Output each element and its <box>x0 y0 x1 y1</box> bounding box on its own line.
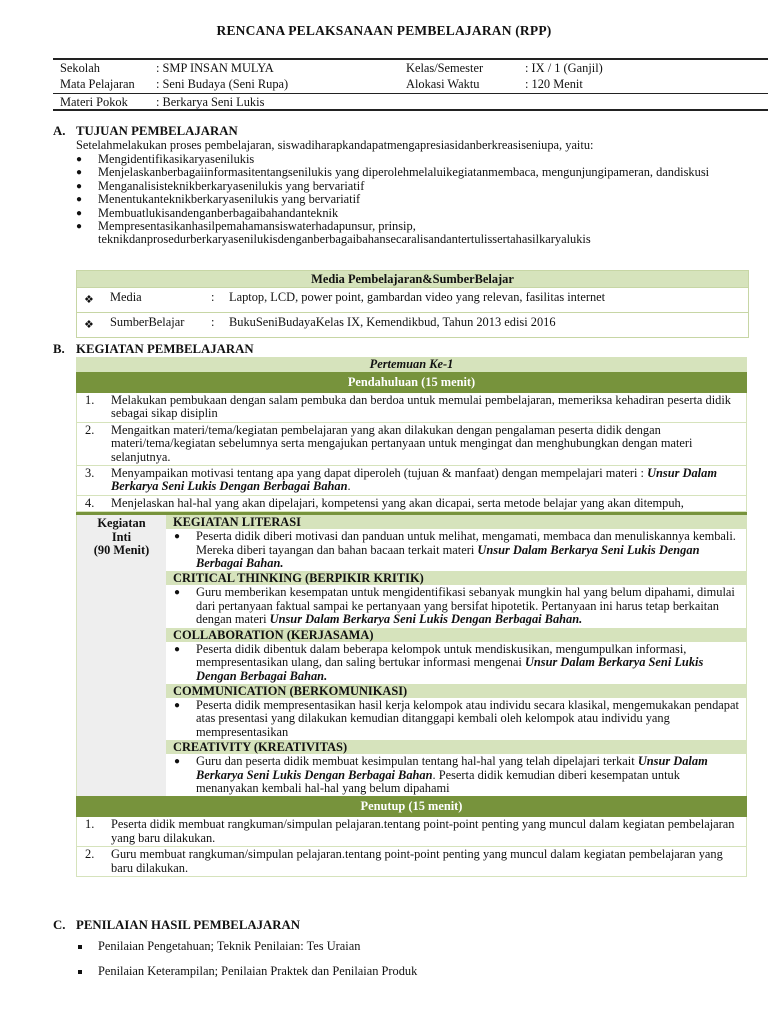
inti-item <box>166 529 746 571</box>
kelas-value: : IX / 1 (Ganjil) <box>525 61 603 75</box>
section-a-title: TUJUAN PEMBELAJARAN <box>76 124 238 138</box>
assessment-list <box>76 965 736 978</box>
document-title: RENCANA PELAKSANAAN PEMBELAJARAN (RPP) <box>216 23 552 38</box>
inti-subheading: KEGIATAN LITERASI <box>166 515 746 529</box>
inti-item <box>166 754 746 796</box>
inti-item <box>166 585 746 627</box>
sekolah-label: Sekolah <box>60 61 100 75</box>
row-text: Menjelaskan hal-hal yang akan dipelajari, kompetensi yang akan dicapai, serta metode belajar yang akan ditempuh, <box>111 495 684 510</box>
inti-item-text: Guru dan peserta didik membuat kesimpulan tentang hal-hal yang telah dipelajari terkait <box>196 754 635 769</box>
media-row <box>77 287 748 312</box>
section-b-number: B. <box>53 342 65 356</box>
materi-value: : Berkarya Seni Lukis <box>156 95 265 109</box>
penutup-row <box>76 847 747 877</box>
inti-item-text: Guru memberikan kesempatan untuk mengidentifikasi sebanyak mungkin hal yang belum dipahami, dimulai dari pertanyaan faktual sampai ke pertanyaan yang bersifat hipotetik. Pertanyaan ini harus tetap berkaitan dengan materi <box>196 585 735 627</box>
inti-item-text: Peserta didik diberi motivasi dan panduan untuk melihat, mengamati, membaca dan menuliskannya kembali. Mereka diberi tayangan dan bahan bacaan terkait materi <box>196 529 736 557</box>
row-emphasis: Unsur Dalam Berkarya Seni Lukis Dengan Berbagai Bahan <box>111 466 717 494</box>
row-number: 1. <box>85 817 95 832</box>
pertemuan-band: Pertemuan Ke-1 <box>76 357 747 372</box>
diamond-bullet-icon: ❖ <box>84 319 94 331</box>
penutup-band: Penutup (15 menit) <box>76 796 747 817</box>
assessment-item: Penilaian Keterampilan; Penilaian Praktek dan Penilaian Produk <box>76 965 736 978</box>
objective-list <box>76 153 756 247</box>
media-row-value: BukuSeniBudayaKelas IX, Kemendikbud, Tahun 2013 edisi 2016 <box>229 315 556 329</box>
assessment-item: Penilaian Pengetahuan; Teknik Penilaian: Tes Uraian <box>76 940 736 953</box>
identity-row-3 <box>53 93 768 111</box>
objective-item: ● Menentukanteknikberkaryasenilukis yang bervariatif <box>76 193 756 206</box>
mapel-label: Mata Pelajaran <box>60 77 135 91</box>
inti-item-emphasis: Unsur Dalam Berkarya Seni Lukis Dengan Berbagai Bahan. <box>269 612 583 627</box>
section-a-intro: Setelahmelakukan proses pembelajaran, siswadiharapkandapatmengapresiasidanberkreasiseniupa, yaitu: <box>76 138 594 152</box>
inti-label-line: Kegiatan <box>97 516 146 531</box>
row-text: Melakukan pembukaan dengan salam pembuka dan berdoa untuk memulai pembelajaran, memeriksa kehadiran peserta didik sebagai sikap disiplin <box>111 393 731 421</box>
pendahuluan-band: Pendahuluan (15 menit) <box>76 372 747 393</box>
section-a-heading <box>53 125 238 138</box>
alokasi-label: Alokasi Waktu <box>406 77 480 91</box>
section-b-heading <box>53 343 254 356</box>
row-text: Peserta didik membuat rangkuman/simpulan pelajaran.tentang point-point penting yang muncul dalam kegiatan pembelajaran yang baru dilakukan. <box>111 817 735 845</box>
row-number: 3. <box>85 466 95 481</box>
sekolah-value: : SMP INSAN MULYA <box>156 61 274 75</box>
inti-subheading: CREATIVITY (KREATIVITAS) <box>166 740 746 754</box>
pendahuluan-row <box>76 496 747 512</box>
assessment-list <box>76 940 736 953</box>
section-c-number: C. <box>53 918 66 932</box>
pendahuluan-row <box>76 466 747 496</box>
section-c-heading <box>53 919 300 932</box>
inti-item-text: Peserta didik dibentuk dalam beberapa kelompok untuk mendiskusikan, mengumpulkan informasi, mempresentasikan ulang, dan saling bertukar informasi mengenai <box>196 641 687 670</box>
media-table <box>76 270 749 338</box>
inti-label-line: (90 Menit) <box>93 543 150 558</box>
inti-subheading: COMMUNICATION (BERKOMUNIKASI) <box>166 684 746 698</box>
kegiatan-inti <box>76 515 747 796</box>
section-a-number: A. <box>53 124 66 138</box>
objective-item: ● Membuatlukisandenganberbagaibahandanteknik <box>76 207 756 220</box>
alokasi-value: : 120 Menit <box>525 77 583 91</box>
inti-item-after: . Peserta didik kemudian diberi kesempatan untuk menanyakan kembali hal-hal yang belum dipahami <box>196 767 680 795</box>
inti-item-text: Peserta didik mempresentasikan hasil kerja kelompok atau individu secara klasikal, mengemukakan pendapat atas presentasi yang dilakukan kemudian ditanggapi kembali oleh kelompok atau individu yang mempresentasikan <box>196 697 739 739</box>
row-text-after: . <box>347 479 351 494</box>
objective-item: ● Mengidentifikasikaryasenilukis <box>76 153 756 166</box>
identity-row-1 <box>53 60 768 76</box>
media-row-value: Laptop, LCD, power point, gambardan video yang relevan, fasilitas internet <box>229 290 606 304</box>
inti-item <box>166 642 746 684</box>
row-number: 1. <box>85 393 95 407</box>
pendahuluan-row <box>76 423 747 466</box>
row-text: Menyampaikan motivasi tentang apa yang dapat diperoleh (tujuan & manfaat) dengan mempelajari materi : <box>111 466 644 481</box>
section-c-title: PENILAIAN HASIL PEMBELAJARAN <box>76 918 300 932</box>
inti-item-emphasis: Unsur Dalam Berkarya Seni Lukis Dengan Berbagai Bahan. <box>196 655 704 683</box>
section-b-title: KEGIATAN PEMBELAJARAN <box>76 342 254 356</box>
kegiatan-inti-content <box>166 515 746 796</box>
media-table-header: Media Pembelajaran&SumberBelajar <box>77 271 748 287</box>
pendahuluan-row <box>76 393 747 423</box>
media-row-colon: : <box>211 290 215 304</box>
mapel-value: : Seni Budaya (Seni Rupa) <box>156 77 289 91</box>
objective-item: ● Mempresentasikanhasilpemahamansiswaterhadapunsur, prinsip, teknikdanprosedurberkaryasenilukisdenganberbagaibahansecaralisandantertulissertahasilkaryalukis <box>76 220 756 247</box>
materi-label: Materi Pokok <box>60 95 128 109</box>
inti-subheading: CRITICAL THINKING (BERPIKIR KRITIK) <box>166 571 746 585</box>
inti-item-emphasis: Unsur Dalam Berkarya Seni Lukis Dengan Berbagai Bahan. <box>196 542 700 571</box>
activity-table <box>76 357 747 877</box>
inti-subheading: COLLABORATION (KERJASAMA) <box>166 628 746 642</box>
kegiatan-inti-label <box>77 515 166 796</box>
row-number: 2. <box>85 847 95 862</box>
row-number: 2. <box>85 422 95 437</box>
row-number: 4. <box>85 495 95 510</box>
penutup-row <box>76 817 747 847</box>
row-text: Mengaitkan materi/tema/kegiatan pembelajaran yang akan dilakukan dengan pengalaman peserta didik dengan materi/tema/kegiatan sebelumnya serta mengajukan pertanyaan untuk mengingat dan menghubungkan dengan materi selanjutnya. <box>111 422 693 464</box>
inti-item-emphasis: Unsur Dalam Berkarya Seni Lukis Dengan Berbagai Bahan <box>196 754 708 782</box>
inti-item <box>166 698 746 740</box>
media-row <box>77 312 748 337</box>
row-text: Guru membuat rangkuman/simpulan pelajaran.tentang point-point penting yang muncul dalam kegiatan pembelajaran yang baru dilakukan. <box>111 847 723 875</box>
identity-row-2 <box>53 76 768 92</box>
media-row-label: SumberBelajar <box>110 315 185 329</box>
objective-item: ● Menganalisisteknikberkaryasenilukis yang bervariatif <box>76 180 756 193</box>
identity-table <box>53 58 768 111</box>
media-row-colon: : <box>211 315 215 329</box>
kelas-label: Kelas/Semester <box>406 61 484 75</box>
inti-label-line: Inti <box>111 529 132 544</box>
objective-item: ● Menjelaskanberbagaiinformasitentangsenilukis yang diperolehmelaluikegiatanmembaca, mengunjungipameran, dandiskusi <box>76 166 756 179</box>
diamond-bullet-icon: ❖ <box>84 294 94 306</box>
media-row-label: Media <box>110 290 142 304</box>
